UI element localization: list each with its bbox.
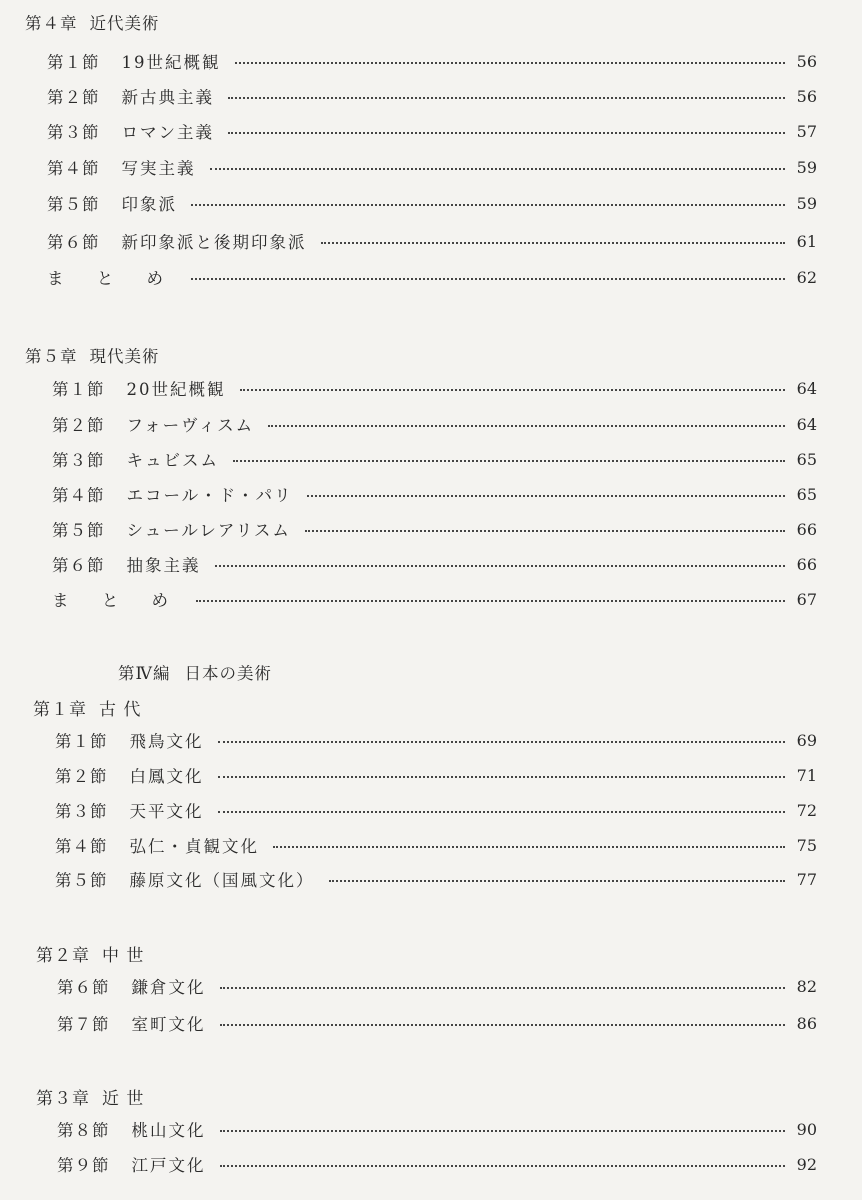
dot-leader: [220, 1130, 786, 1132]
chapter-heading: [36, 941, 144, 966]
toc-entry[interactable]: [47, 228, 817, 254]
chapter-title: 古 代: [99, 700, 142, 720]
page-number: 82: [796, 976, 817, 996]
section-title: 室町文化: [131, 1015, 206, 1034]
section-label: 第６節: [47, 233, 100, 252]
section-title: 白鳳文化: [129, 767, 204, 786]
section-label: 第１節: [47, 53, 100, 72]
toc-entry[interactable]: [55, 832, 817, 858]
dot-leader: [329, 880, 786, 882]
section-title: キュビスム: [126, 451, 219, 470]
toc-entry[interactable]: [47, 48, 817, 74]
chapter-heading: [36, 1084, 144, 1109]
toc-entry[interactable]: [47, 83, 817, 109]
chapter-title: 近 世: [102, 1089, 145, 1109]
toc-entry[interactable]: [52, 516, 817, 542]
dot-leader: [218, 741, 786, 743]
page-number: 61: [796, 231, 817, 251]
page-number: 59: [796, 193, 817, 213]
section-label: 第７節: [57, 1015, 110, 1034]
section-title: 写実主義: [121, 159, 196, 178]
dot-leader: [233, 460, 785, 462]
page-number: 90: [796, 1119, 817, 1139]
section-label: 第５節: [52, 521, 105, 540]
section-label: 第４節: [47, 159, 100, 178]
page-number: 69: [796, 730, 817, 750]
dot-leader: [273, 846, 785, 848]
page-number: 71: [796, 765, 817, 785]
dot-leader: [228, 97, 785, 99]
page-number: 56: [796, 86, 817, 106]
section-label: 第１節: [52, 380, 105, 399]
toc-entry[interactable]: [52, 586, 817, 612]
section-title: 飛鳥文化: [129, 732, 204, 751]
section-label: 第８節: [57, 1121, 110, 1140]
toc-entry[interactable]: [55, 866, 817, 892]
page-number: 77: [796, 869, 817, 889]
section-label: 第５節: [47, 195, 100, 214]
section-title: 20世紀概観: [126, 380, 226, 399]
section-label: 第９節: [57, 1156, 110, 1175]
dot-leader: [305, 530, 785, 532]
toc-entry[interactable]: [47, 264, 817, 290]
dot-leader: [220, 1165, 786, 1167]
section-title: エコール・ド・パリ: [126, 486, 293, 505]
section-title: 天平文化: [129, 802, 204, 821]
dot-leader: [321, 242, 786, 244]
section-title: 抽象主義: [126, 556, 201, 575]
page-number: 72: [796, 800, 817, 820]
page-number: 64: [796, 378, 817, 398]
toc-entry[interactable]: [55, 762, 817, 788]
chapter-label: 第４章: [25, 14, 78, 33]
dot-leader: [196, 600, 785, 602]
section-title: 新印象派と後期印象派: [121, 233, 307, 252]
dot-leader: [220, 987, 786, 989]
section-title: 江戸文化: [131, 1156, 206, 1175]
section-label: 第４節: [52, 486, 105, 505]
dot-leader: [235, 62, 786, 64]
section-title: 19世紀概観: [121, 53, 221, 72]
toc-entry[interactable]: [47, 118, 817, 144]
page-number: 75: [796, 835, 817, 855]
chapter-title: 近代美術: [89, 14, 160, 33]
page-number: 65: [796, 449, 817, 469]
chapter-title: 中 世: [102, 946, 145, 966]
dot-leader: [210, 168, 786, 170]
chapter-label: 第２章: [36, 946, 90, 966]
dot-leader: [307, 495, 785, 497]
dot-leader: [228, 132, 785, 134]
section-label: 第２節: [47, 88, 100, 107]
section-label: 第６節: [52, 556, 105, 575]
toc-entry[interactable]: [52, 375, 817, 401]
page-number: 62: [796, 267, 817, 287]
toc-entry[interactable]: [52, 411, 817, 437]
dot-leader: [268, 425, 785, 427]
section-label: 第６節: [57, 978, 110, 997]
toc-entry[interactable]: [57, 1151, 817, 1177]
page-number: 66: [796, 519, 817, 539]
section-label: 第２節: [52, 416, 105, 435]
page-number: 92: [796, 1154, 817, 1174]
section-title: 印象派: [121, 195, 177, 214]
section-title: 新古典主義: [121, 88, 214, 107]
page-number: 56: [796, 51, 817, 71]
section-label: 第２節: [55, 767, 108, 786]
page-number: 66: [796, 554, 817, 574]
toc-entry[interactable]: [57, 1116, 817, 1142]
section-title: 弘仁・貞観文化: [129, 837, 259, 856]
dot-leader: [215, 565, 786, 567]
section-title: ロマン主義: [121, 123, 214, 142]
toc-entry[interactable]: [57, 1010, 817, 1036]
toc-entry[interactable]: [52, 551, 817, 577]
dot-leader: [240, 389, 786, 391]
section-label: 第３節: [55, 802, 108, 821]
toc-entry[interactable]: [55, 727, 817, 753]
chapter-label: 第５章: [25, 347, 78, 366]
chapter-label: 第３章: [36, 1089, 90, 1109]
chapter-heading: [25, 10, 160, 34]
dot-leader: [218, 811, 786, 813]
section-title: シュールレアリスム: [126, 521, 291, 540]
dot-leader: [191, 204, 785, 206]
chapter-heading: [25, 343, 160, 367]
chapter-label: 第１章: [33, 700, 87, 720]
section-label: 第４節: [55, 837, 108, 856]
summary-label: ま と め: [52, 591, 182, 610]
dot-leader: [218, 776, 786, 778]
chapter-title: 現代美術: [89, 347, 160, 366]
chapter-heading: [33, 695, 141, 720]
page-number: 57: [796, 121, 817, 141]
section-label: 第１節: [55, 732, 108, 751]
dot-leader: [220, 1024, 786, 1026]
toc-entry[interactable]: [47, 190, 817, 216]
toc-entry[interactable]: [55, 797, 817, 823]
section-label: 第３節: [47, 123, 100, 142]
part-heading: [118, 660, 272, 684]
page-number: 64: [796, 414, 817, 434]
part-title: 日本の美術: [184, 664, 272, 683]
page-number: 65: [796, 484, 817, 504]
toc-entry[interactable]: [57, 973, 817, 999]
dot-leader: [191, 278, 785, 280]
toc-entry[interactable]: [52, 446, 817, 472]
page-number: 59: [796, 157, 817, 177]
page-number: 86: [796, 1013, 817, 1033]
section-title: フォーヴィスム: [126, 416, 255, 435]
page-number: 67: [796, 589, 817, 609]
toc-entry[interactable]: [47, 154, 817, 180]
summary-label: ま と め: [47, 269, 177, 288]
section-label: 第５節: [55, 871, 108, 890]
section-label: 第３節: [52, 451, 105, 470]
toc-entry[interactable]: [52, 481, 817, 507]
section-title: 藤原文化（国風文化）: [129, 871, 315, 890]
section-title: 桃山文化: [131, 1121, 206, 1140]
section-title: 鎌倉文化: [131, 978, 206, 997]
part-label: 第Ⅳ編: [118, 664, 171, 683]
